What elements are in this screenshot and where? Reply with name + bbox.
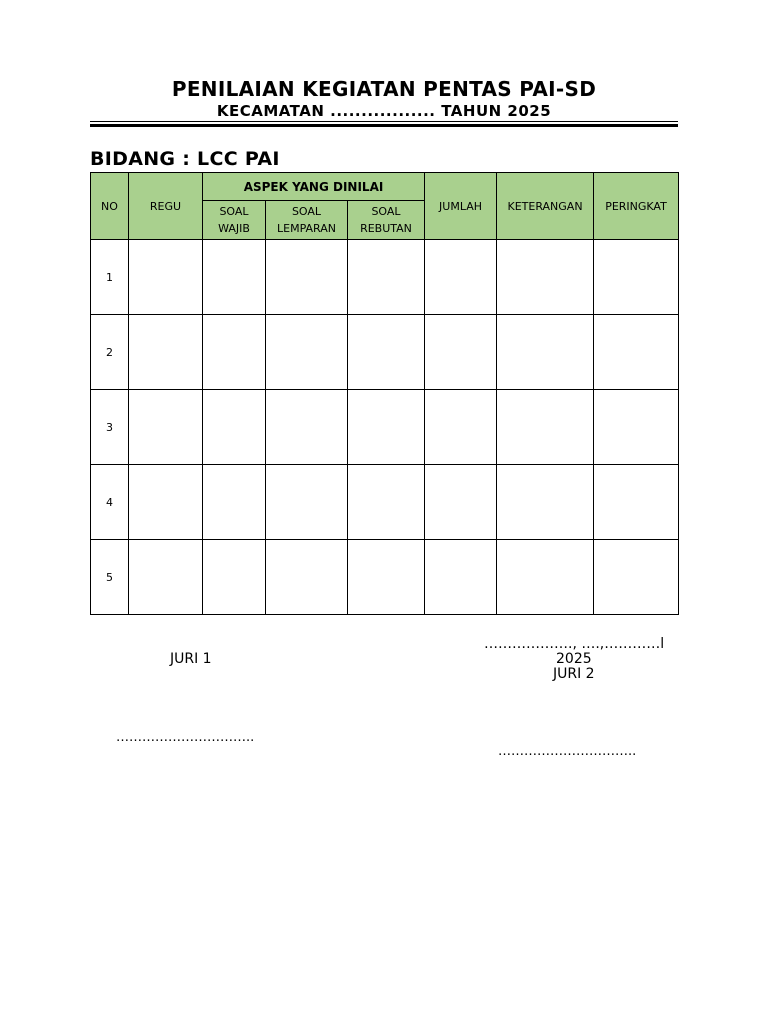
row-number: 4 — [91, 465, 129, 540]
score-table — [90, 172, 679, 615]
header-soal-rebutan — [348, 201, 425, 240]
cell-regu — [129, 465, 203, 540]
cell-jumlah — [425, 315, 497, 390]
cell-keterangan — [497, 465, 594, 540]
cell-soal-rebutan — [348, 315, 425, 390]
cell-regu — [129, 315, 203, 390]
cell-keterangan — [497, 390, 594, 465]
cell-peringkat — [594, 465, 679, 540]
cell-soal-wajib — [203, 540, 266, 615]
header-soal-wajib — [203, 201, 266, 240]
table-row — [91, 390, 679, 465]
cell-soal-lemparan — [266, 390, 348, 465]
header-divider-thick — [90, 124, 678, 127]
table-row — [91, 240, 679, 315]
header-soal-lemparan-line2: LEMPARAN — [277, 222, 336, 235]
cell-soal-wajib — [203, 240, 266, 315]
page-subtitle: KECAMATAN ................. TAHUN 2025 — [216, 102, 552, 120]
header-no: NO — [91, 173, 129, 240]
header-soal-rebutan-line1: SOAL — [371, 205, 401, 218]
cell-soal-rebutan — [348, 390, 425, 465]
cell-jumlah — [425, 540, 497, 615]
table-row — [91, 315, 679, 390]
row-number: 1 — [91, 240, 129, 315]
juri1-label: JURI 1 — [170, 651, 212, 667]
cell-keterangan — [497, 240, 594, 315]
table-row — [91, 540, 679, 615]
cell-jumlah — [425, 390, 497, 465]
cell-peringkat — [594, 315, 679, 390]
header-soal-wajib-line2: WAJIB — [218, 222, 250, 235]
juri1-signature-line: ………………………….. — [116, 730, 255, 745]
cell-soal-lemparan — [266, 465, 348, 540]
header-keterangan: KETERANGAN — [497, 173, 594, 240]
cell-soal-wajib — [203, 390, 266, 465]
cell-soal-rebutan — [348, 465, 425, 540]
cell-soal-wajib — [203, 315, 266, 390]
page-title: PENILAIAN KEGIATAN PENTAS PAI-SD — [171, 77, 597, 101]
cell-soal-wajib — [203, 465, 266, 540]
row-number: 2 — [91, 315, 129, 390]
cell-soal-rebutan — [348, 240, 425, 315]
header-divider-thin — [90, 121, 678, 122]
juri2-signature-line: ………………………….. — [498, 744, 637, 759]
cell-keterangan — [497, 315, 594, 390]
cell-keterangan — [497, 540, 594, 615]
cell-soal-lemparan — [266, 240, 348, 315]
juri2-label: JURI 2 — [553, 666, 595, 682]
row-number: 3 — [91, 390, 129, 465]
cell-regu — [129, 390, 203, 465]
cell-peringkat — [594, 240, 679, 315]
signature-year: 2025 — [556, 651, 592, 667]
cell-soal-lemparan — [266, 540, 348, 615]
cell-peringkat — [594, 390, 679, 465]
header-regu: REGU — [129, 173, 203, 240]
bidang-heading: BIDANG : LCC PAI — [90, 148, 280, 170]
cell-regu — [129, 240, 203, 315]
place-date-line: ………………., ….,…………l — [484, 636, 665, 652]
header-soal-lemparan-line1: SOAL — [291, 205, 322, 218]
header-peringkat: PERINGKAT — [594, 173, 679, 240]
cell-soal-lemparan — [266, 315, 348, 390]
header-aspek: ASPEK YANG DINILAI — [203, 173, 425, 201]
header-soal-wajib-line1: SOAL — [219, 205, 249, 218]
cell-jumlah — [425, 240, 497, 315]
cell-jumlah — [425, 465, 497, 540]
row-number: 5 — [91, 540, 129, 615]
header-soal-lemparan — [266, 201, 348, 240]
cell-soal-rebutan — [348, 540, 425, 615]
header-soal-rebutan-line2: REBUTAN — [360, 222, 412, 235]
cell-regu — [129, 540, 203, 615]
table-row — [91, 465, 679, 540]
header-jumlah: JUMLAH — [425, 173, 497, 240]
cell-peringkat — [594, 540, 679, 615]
